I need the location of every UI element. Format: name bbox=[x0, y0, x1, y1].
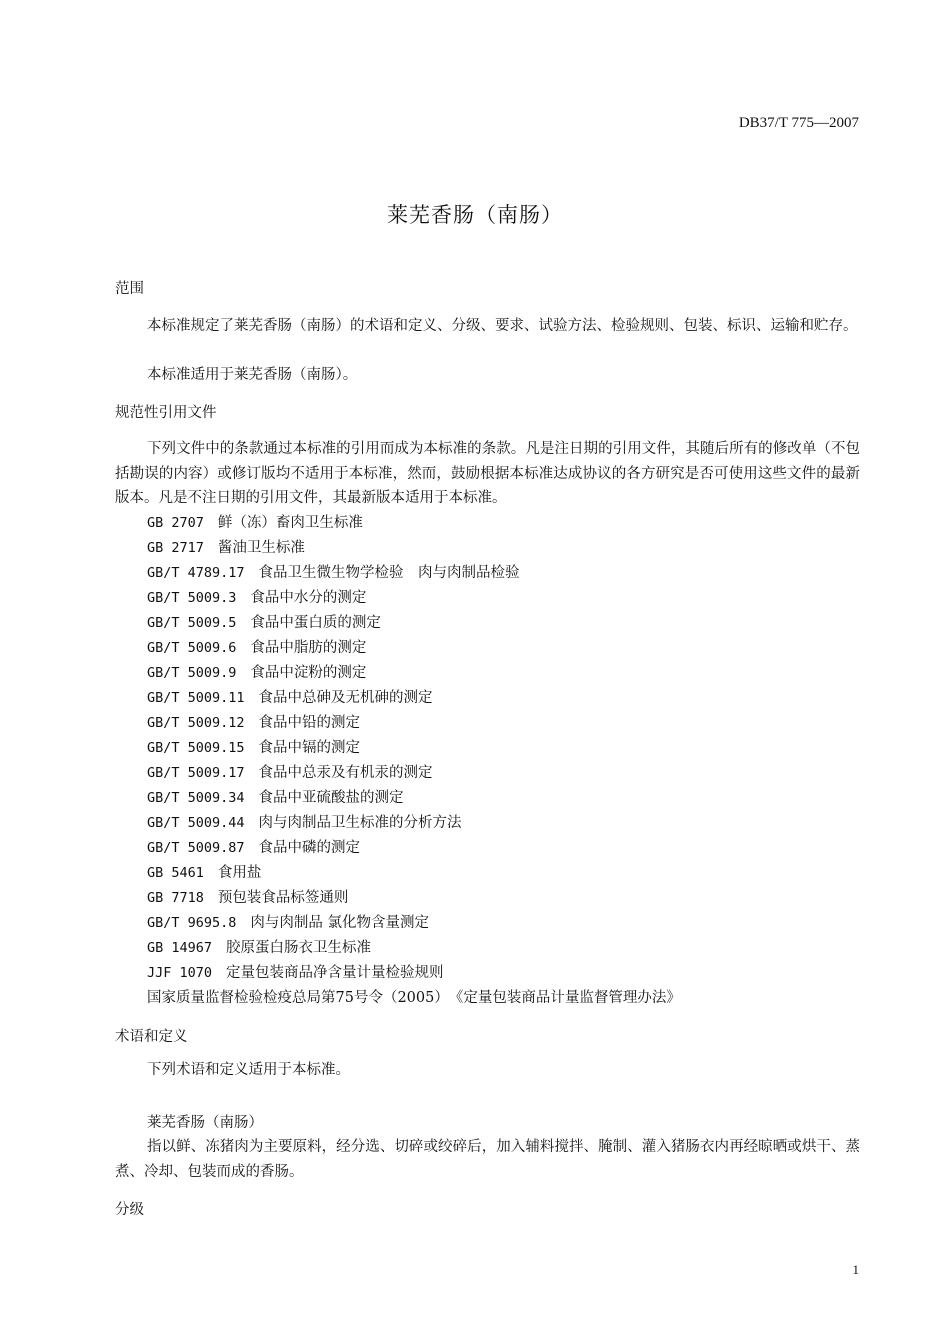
reference-title: 鲜（冻）畜肉卫生标准 bbox=[217, 515, 363, 531]
reference-title: 食品中蛋白质的测定 bbox=[250, 615, 381, 631]
document-title: 莱芜香肠（南肠） bbox=[387, 203, 563, 227]
reference-title: 食品中脂肪的测定 bbox=[250, 640, 367, 656]
reference-code: GB 5461 bbox=[147, 865, 204, 881]
reference-title: 食品中亚硫酸盐的测定 bbox=[258, 790, 404, 806]
reference-code: GB/T 5009.3 bbox=[147, 590, 237, 606]
reference-item bbox=[147, 786, 681, 811]
reference-item bbox=[147, 736, 681, 761]
reference-title: 胶原蛋白肠衣卫生标准 bbox=[226, 940, 372, 956]
terms-intro: 下列术语和定义适用于本标准。 bbox=[147, 1062, 350, 1078]
reference-code: GB/T 5009.6 bbox=[147, 640, 237, 656]
reference-code: GB/T 5009.11 bbox=[147, 690, 245, 706]
reference-code: GB/T 5009.17 bbox=[147, 765, 245, 781]
reference-title: 食品中总汞及有机汞的测定 bbox=[258, 765, 433, 781]
reference-title: 食品中磷的测定 bbox=[258, 840, 361, 856]
reference-item bbox=[147, 836, 681, 861]
reference-code: GB/T 4789.17 bbox=[147, 565, 245, 581]
reference-item bbox=[147, 861, 681, 886]
reference-code: GB/T 5009.87 bbox=[147, 840, 245, 856]
reference-item bbox=[147, 936, 681, 961]
standard-number: DB37/T 775—2007 bbox=[738, 115, 859, 131]
reference-code: GB/T 9695.8 bbox=[147, 915, 237, 931]
reference-item bbox=[147, 636, 681, 661]
reference-list bbox=[147, 511, 681, 1011]
reference-item bbox=[147, 711, 681, 736]
reference-code: GB/T 5009.12 bbox=[147, 715, 245, 731]
reference-title: 预包装食品标签通则 bbox=[217, 890, 349, 906]
scope-paragraph-2: 本标准适用于莱芜香肠（南肠）。 bbox=[147, 367, 358, 383]
reference-title: 酱油卫生标准 bbox=[217, 540, 305, 556]
heading-terms-definitions: 术语和定义 bbox=[115, 1029, 188, 1045]
normative-references-intro: 下列文件中的条款通过本标准的引用而成为本标准的条款。凡是注日期的引用文件，其随后所有的修改单（不包括勘误的内容）或修订版均不适用于本标准，然而，鼓励根据本标准达成协议的各方研究是否可使用这些文件的最新版本。凡是不注日期的引用文件，其最新版本适用于本标准。 bbox=[115, 441, 860, 506]
reference-code: GB/T 5009.9 bbox=[147, 665, 237, 681]
reference-item bbox=[147, 661, 681, 686]
reference-code: GB 2707 bbox=[147, 515, 204, 531]
reference-title: 食品卫生微生物学检验 肉与肉制品检验 bbox=[258, 565, 520, 581]
reference-item bbox=[147, 886, 681, 911]
reference-item bbox=[147, 561, 681, 586]
reference-item bbox=[147, 586, 681, 611]
reference-title: 定量包装商品净含量计量检验规则 bbox=[226, 965, 444, 981]
reference-code: GB/T 5009.5 bbox=[147, 615, 237, 631]
heading-scope: 范围 bbox=[115, 281, 144, 297]
reference-title: 食品中总砷及无机砷的测定 bbox=[258, 690, 433, 706]
reference-title: 食品中镉的测定 bbox=[258, 740, 361, 756]
reference-title: 肉与肉制品卫生标准的分析方法 bbox=[258, 815, 462, 831]
scope-paragraph-1: 本标准规定了莱芜香肠（南肠）的术语和定义、分级、要求、试验方法、检验规则、包装、标识、运输和贮存。 bbox=[147, 318, 858, 334]
term-definition: 指以鲜、冻猪肉为主要原料，经分选、切碎或绞碎后，加入辅料搅拌、腌制、灌入猪肠衣内再经晾晒或烘干、蒸煮、冷却、包装而成的香肠。 bbox=[115, 1139, 860, 1180]
reference-code: JJF 1070 bbox=[147, 965, 213, 981]
reference-code: GB/T 5009.34 bbox=[147, 790, 245, 806]
reference-code: GB 2717 bbox=[147, 540, 204, 556]
reference-item bbox=[147, 761, 681, 786]
reference-code: GB 7718 bbox=[147, 890, 204, 906]
reference-title: 肉与肉制品 氯化物含量测定 bbox=[250, 915, 430, 931]
reference-item bbox=[147, 686, 681, 711]
reference-item bbox=[147, 536, 681, 561]
reference-code: GB/T 5009.15 bbox=[147, 740, 245, 756]
page-number: 1 bbox=[852, 1262, 859, 1277]
heading-normative-references: 规范性引用文件 bbox=[115, 405, 217, 421]
reference-title: 食品中淀粉的测定 bbox=[250, 665, 367, 681]
reference-title: 食用盐 bbox=[217, 865, 262, 881]
reference-code: GB/T 5009.44 bbox=[147, 815, 245, 831]
reference-item bbox=[147, 811, 681, 836]
reference-item bbox=[147, 511, 681, 536]
reference-title: 食品中水分的测定 bbox=[250, 590, 367, 606]
heading-grading: 分级 bbox=[115, 1202, 144, 1218]
reference-item-decree: 国家质量监督检验检疫总局第75号令（2005） 《定量包装商品计量监督管理办法》 bbox=[147, 990, 681, 1006]
reference-item bbox=[147, 911, 681, 936]
reference-title: 食品中铅的测定 bbox=[258, 715, 361, 731]
reference-code: GB 14967 bbox=[147, 940, 213, 956]
term-name: 莱芜香肠（南肠） bbox=[147, 1115, 263, 1131]
reference-item bbox=[147, 611, 681, 636]
reference-item bbox=[147, 961, 681, 986]
